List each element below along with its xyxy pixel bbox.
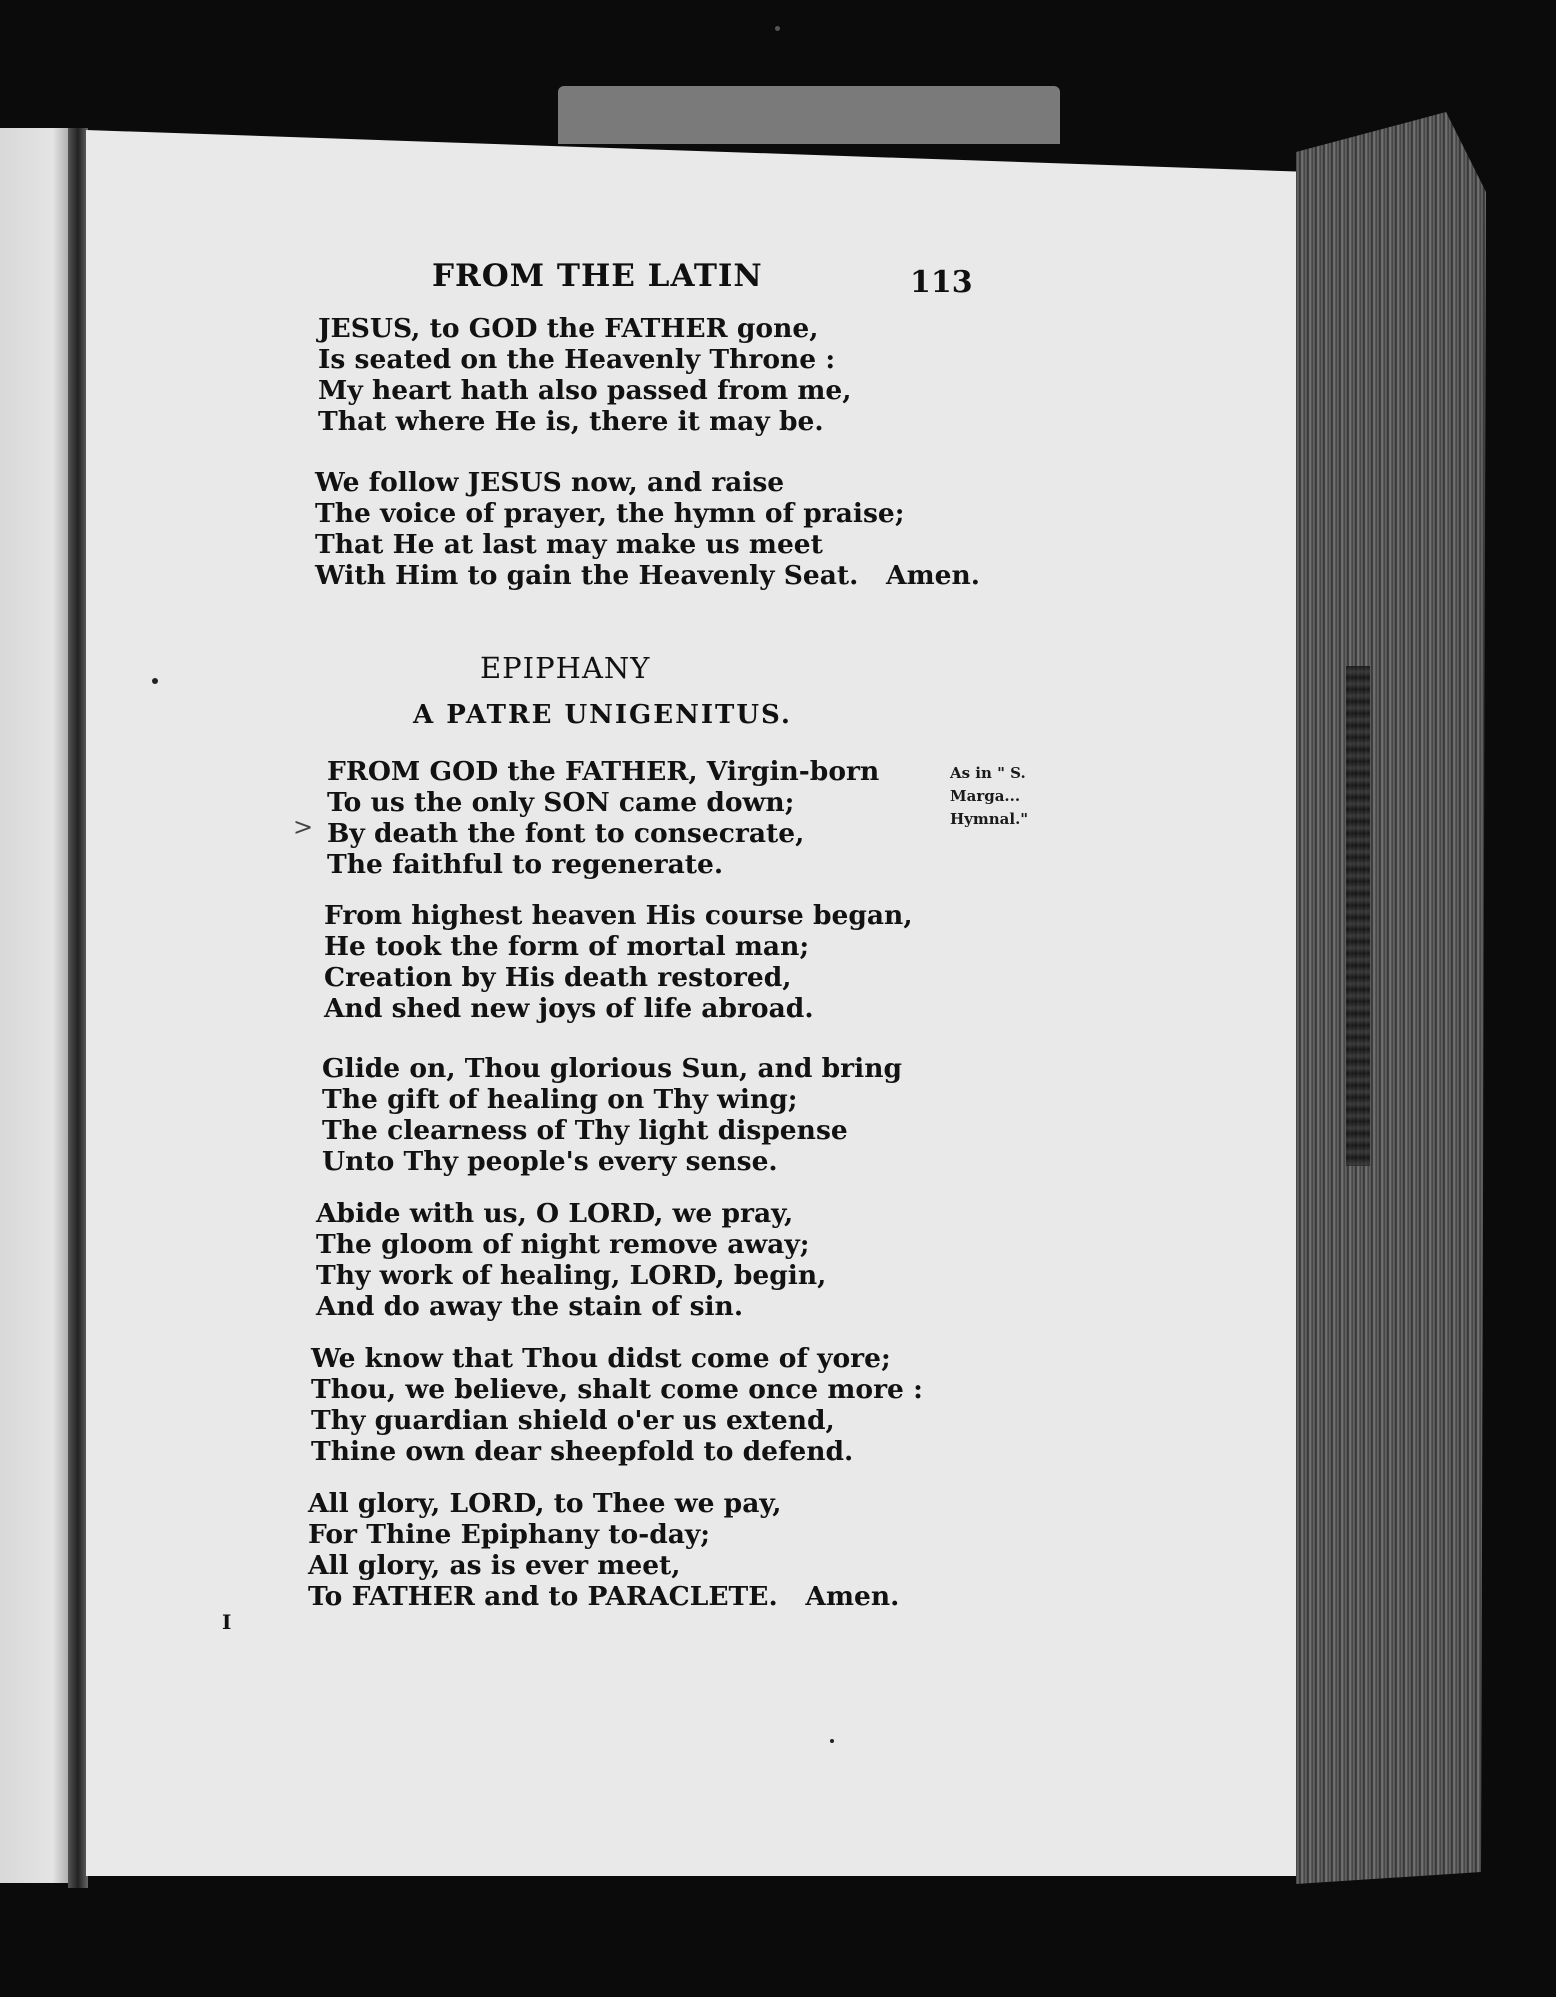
- verse-line: To us the only SON came down;: [327, 787, 795, 818]
- hymn1-stanza: [318, 313, 852, 437]
- margin-note-line: Hymnal.": [950, 810, 1029, 828]
- margin-note: [950, 762, 1028, 831]
- verse-line: Thou, we believe, shalt come once more :: [311, 1374, 923, 1405]
- hymn2-stanza: [322, 1053, 902, 1177]
- hymn2-stanza: [308, 1488, 899, 1612]
- verse-line: From highest heaven His course began,: [324, 900, 913, 931]
- handwritten-arrow-mark: >: [293, 813, 314, 841]
- verse-line: Abide with us, O LORD, we pray,: [316, 1198, 794, 1229]
- verse-line: FROM GOD the FATHER, Virgin-born: [327, 756, 880, 787]
- page-number: 113: [910, 265, 973, 300]
- verse-line: The clearness of Thy light dispense: [322, 1115, 848, 1146]
- ink-speck: [775, 26, 780, 31]
- hymn1-stanza: [315, 467, 980, 591]
- verse-line: All glory, as is ever meet,: [308, 1550, 681, 1581]
- verse-line: And do away the stain of sin.: [316, 1291, 744, 1322]
- verse-line: Glide on, Thou glorious Sun, and bring: [322, 1053, 902, 1084]
- hymn2-stanza: [316, 1198, 826, 1322]
- verse-line: The faithful to regenerate.: [327, 849, 724, 880]
- margin-note-line: Marga...: [950, 787, 1021, 805]
- signature-mark: I: [222, 1610, 232, 1634]
- running-head: FROM THE LATIN: [432, 258, 763, 294]
- verse-line: We know that Thou didst come of yore;: [311, 1343, 891, 1374]
- fore-edge-marking: [1346, 666, 1370, 1166]
- verse-line: JESUS, to GOD the FATHER gone,: [318, 313, 819, 344]
- verse-line: The gift of healing on Thy wing;: [322, 1084, 798, 1115]
- hymn2-stanza: [324, 900, 913, 1024]
- hymn-latin-title: A PATRE UNIGENITUS.: [413, 700, 792, 730]
- fore-edge-pages: [1296, 112, 1486, 1884]
- book-gutter: [68, 128, 88, 1888]
- facing-page-edge: [0, 128, 75, 1883]
- verse-line: That where He is, there it may be.: [318, 406, 824, 437]
- verse-line: Unto Thy people's every sense.: [322, 1146, 778, 1177]
- verse-line: Is seated on the Heavenly Throne :: [318, 344, 836, 375]
- verse-line: He took the form of mortal man;: [324, 931, 810, 962]
- verse-line: For Thine Epiphany to-day;: [308, 1519, 711, 1550]
- hymn2-stanza: [311, 1343, 923, 1467]
- verse-line: The voice of prayer, the hymn of praise;: [315, 498, 905, 529]
- hymn2-stanza: [327, 756, 879, 880]
- margin-note-line: As in " S.: [950, 764, 1026, 782]
- verse-line: That He at last may make us meet: [315, 529, 823, 560]
- book-headband: [558, 86, 1060, 144]
- verse-line: Thy guardian shield o'er us extend,: [311, 1405, 835, 1436]
- verse-line: The gloom of night remove away;: [316, 1229, 810, 1260]
- hymn-title: EPIPHANY: [480, 651, 651, 685]
- verse-line: With Him to gain the Heavenly Seat. Amen.: [315, 560, 981, 591]
- verse-line: We follow JESUS now, and raise: [315, 467, 785, 498]
- verse-line: And shed new joys of life abroad.: [324, 993, 814, 1024]
- verse-line: Creation by His death restored,: [324, 962, 792, 993]
- ink-speck: [830, 1739, 834, 1743]
- verse-line: Thine own dear sheepfold to defend.: [311, 1436, 854, 1467]
- verse-line: To FATHER and to PARACLETE. Amen.: [308, 1581, 900, 1612]
- verse-line: All glory, LORD, to Thee we pay,: [308, 1488, 782, 1519]
- verse-line: My heart hath also passed from me,: [318, 375, 852, 406]
- verse-line: By death the font to consecrate,: [327, 818, 805, 849]
- ink-speck: [152, 678, 158, 684]
- verse-line: Thy work of healing, LORD, begin,: [316, 1260, 827, 1291]
